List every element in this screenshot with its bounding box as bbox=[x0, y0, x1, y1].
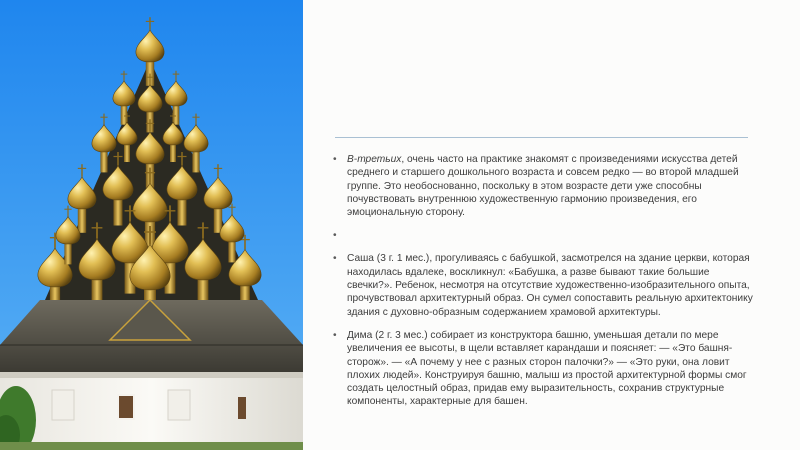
list-item bbox=[333, 153, 753, 219]
church-photo bbox=[0, 0, 303, 450]
bullet-icon: • bbox=[333, 329, 337, 341]
paragraph-list bbox=[333, 153, 753, 409]
paragraph-lead: В-третьих bbox=[347, 154, 402, 165]
paragraph-text: , очень часто на практике знакомят с произведениями искусства детей среднего и старшего дошкольного возраста и совсем редко — во второй младшей группе. Это необоснованно, поскольку в этом возрасте дети уже способны почувствовать внутреннюю художественную гармонию произведения, его эмоциональную сторону. bbox=[347, 154, 739, 219]
bullet-icon: • bbox=[333, 253, 337, 265]
list-item bbox=[333, 229, 753, 242]
church-illustration bbox=[0, 0, 303, 450]
bullet-icon: • bbox=[333, 230, 337, 242]
paragraph-lead: Саша (3 г. 1 мес.) bbox=[347, 253, 430, 265]
wall-panel bbox=[168, 390, 190, 420]
cornice bbox=[0, 372, 303, 378]
paragraph-text: собирает из конструктора башню, уменьшая детали по мере увеличения ее высоты, в щели вставляет карандаши и поясняет: — «Это башня-сторож». — «А почему у нее с разных сторон палочки?» — «Это руки, она ловит плохих людей». Конструируя башню, малыш из простой архитектурной формы смог создать целостный образ, придав ему выразительность, сохранив структурные компоненты, характерные для башен. bbox=[347, 329, 747, 408]
window-small bbox=[238, 397, 246, 419]
paragraph-lead: Дима (2 г. 3 мес.) bbox=[347, 329, 428, 341]
bullet-icon: • bbox=[333, 154, 337, 165]
wall-panel bbox=[52, 390, 74, 420]
paragraph-text: , прогуливаясь с бабушкой, засмотрелся на здание церкви, которая находилась вдалеке, воскликнул: «Бабушка, а разве бывают такие большие свечки?». Ребенок, несмотря на отсутствие художественно-изобразительного опыта, прочувствовал архитектурный образ. Он сумел сопоставить реальную архитектонику здания с духовно-образным содержанием храмовой архитектуры. bbox=[347, 253, 753, 318]
title-divider bbox=[335, 137, 748, 138]
ground bbox=[0, 442, 303, 450]
window bbox=[118, 395, 134, 419]
body-text bbox=[333, 153, 753, 419]
list-item bbox=[333, 329, 753, 409]
church-wall bbox=[0, 372, 303, 450]
list-item bbox=[333, 252, 753, 318]
